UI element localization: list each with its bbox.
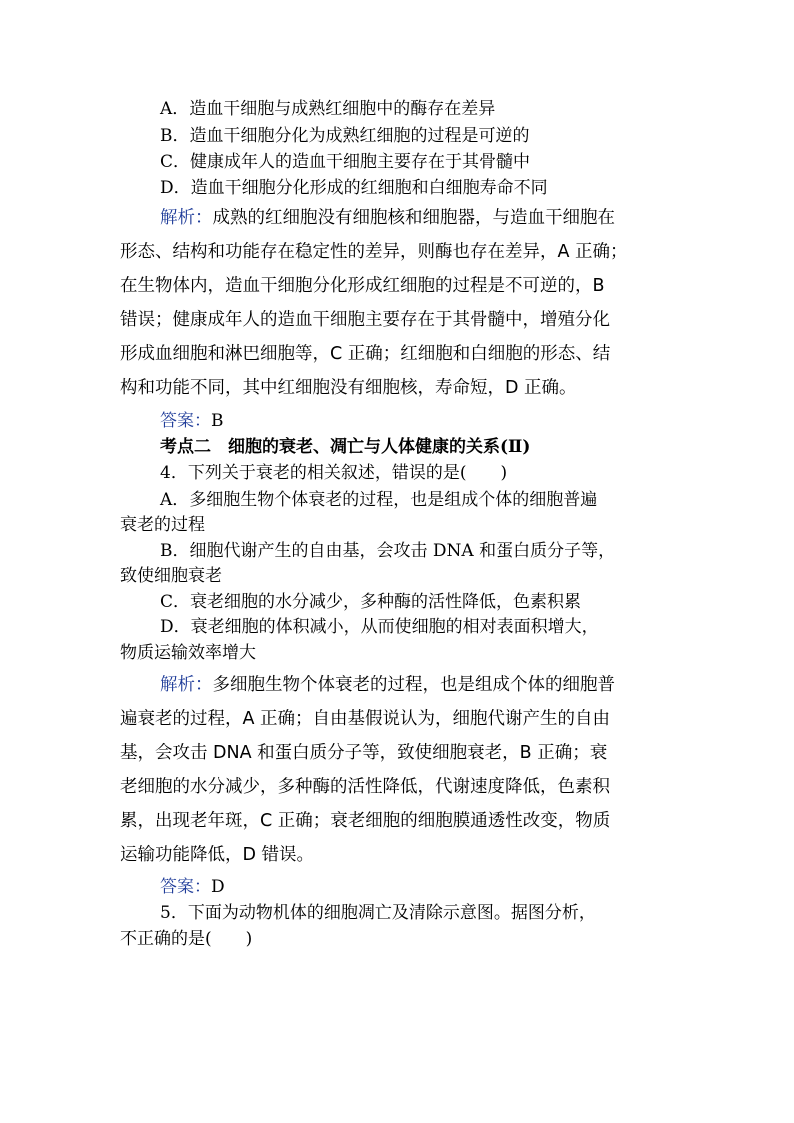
q4-analysis-line1 <box>160 673 615 697</box>
q4-option-c: C．衰老细胞的水分减少，多种酶的活性降低，色素积累 <box>160 592 582 612</box>
q4-answer <box>160 875 225 899</box>
q4-answer-label: 答案： <box>160 877 211 897</box>
q3-option-b: B．造血干细胞分化为成熟红细胞的过程是可逆的 <box>160 126 530 146</box>
q4-option-b-line1: B．细胞代谢产生的自由基，会攻击 DNA 和蛋白质分子等， <box>160 541 616 561</box>
q3-option-a: A．造血干细胞与成熟红细胞中的酶存在差异 <box>160 99 496 119</box>
q3-analysis-line6: 构和功能不同，其中红细胞没有细胞核，寿命短，D 正确。 <box>120 378 577 398</box>
q3-option-d: D．造血干细胞分化形成的红细胞和白细胞寿命不同 <box>160 178 548 198</box>
q5-stem-line2: 不正确的是( ) <box>120 929 253 949</box>
section-title: 考点二 细胞的衰老、凋亡与人体健康的关系(Ⅱ) <box>160 437 531 457</box>
q4-analysis-line6: 运输功能降低，D 错误。 <box>120 845 315 865</box>
q3-analysis-label: 解析： <box>160 208 213 228</box>
q3-analysis-line5: 形成血细胞和淋巴细胞等，C 正确；红细胞和白细胞的形态、结 <box>120 344 611 364</box>
q4-stem: 4．下列关于衰老的相关叙述，错误的是( ) <box>160 463 508 483</box>
q4-analysis-line3: 基，会攻击 DNA 和蛋白质分子等，致使细胞衰老，B 正确；衰 <box>120 743 608 763</box>
q3-answer-value: B <box>211 411 224 431</box>
q3-analysis-line3: 在生物体内，造血干细胞分化形成红细胞的过程是不可逆的，B <box>120 276 605 296</box>
q4-analysis-line4: 老细胞的水分减少，多种酶的活性降低，代谢速度降低，色素积 <box>120 777 610 797</box>
q4-analysis-line2: 遍衰老的过程，A 正确；自由基假说认为，细胞代谢产生的自由 <box>120 709 611 729</box>
q4-analysis-label: 解析： <box>160 675 213 695</box>
q4-answer-value: D <box>211 877 225 897</box>
q3-analysis-line4: 错误；健康成年人的造血干细胞主要存在于其骨髓中，增殖分化 <box>120 310 610 330</box>
q3-analysis-line2: 形态、结构和功能存在稳定性的差异，则酶也存在差异，A 正确； <box>120 242 628 262</box>
q4-option-b-line2: 致使细胞衰老 <box>120 566 222 586</box>
q3-analysis-text1: 成熟的红细胞没有细胞核和细胞器，与造血干细胞在 <box>212 208 615 228</box>
q4-option-a-line1: A．多细胞生物个体衰老的过程，也是组成个体的细胞普遍 <box>160 490 598 510</box>
q4-option-d-line1: D．衰老细胞的体积减小，从而使细胞的相对表面积增大， <box>160 617 599 637</box>
q4-analysis-line5: 累，出现老年斑，C 正确；衰老细胞的细胞膜通透性改变，物质 <box>120 811 611 831</box>
q4-option-a-line2: 衰老的过程 <box>120 515 205 535</box>
q3-analysis-line1 <box>160 206 615 230</box>
q4-option-d-line2: 物质运输效率增大 <box>120 643 256 663</box>
q3-answer <box>160 409 224 433</box>
q5-stem-line1: 5．下面为动物机体的细胞凋亡及清除示意图。据图分析， <box>160 903 596 923</box>
q3-answer-label: 答案： <box>160 411 211 431</box>
q4-analysis-text1: 多细胞生物个体衰老的过程，也是组成个体的细胞普 <box>212 675 615 695</box>
q3-option-c: C．健康成年人的造血干细胞主要存在于其骨髓中 <box>160 152 531 172</box>
